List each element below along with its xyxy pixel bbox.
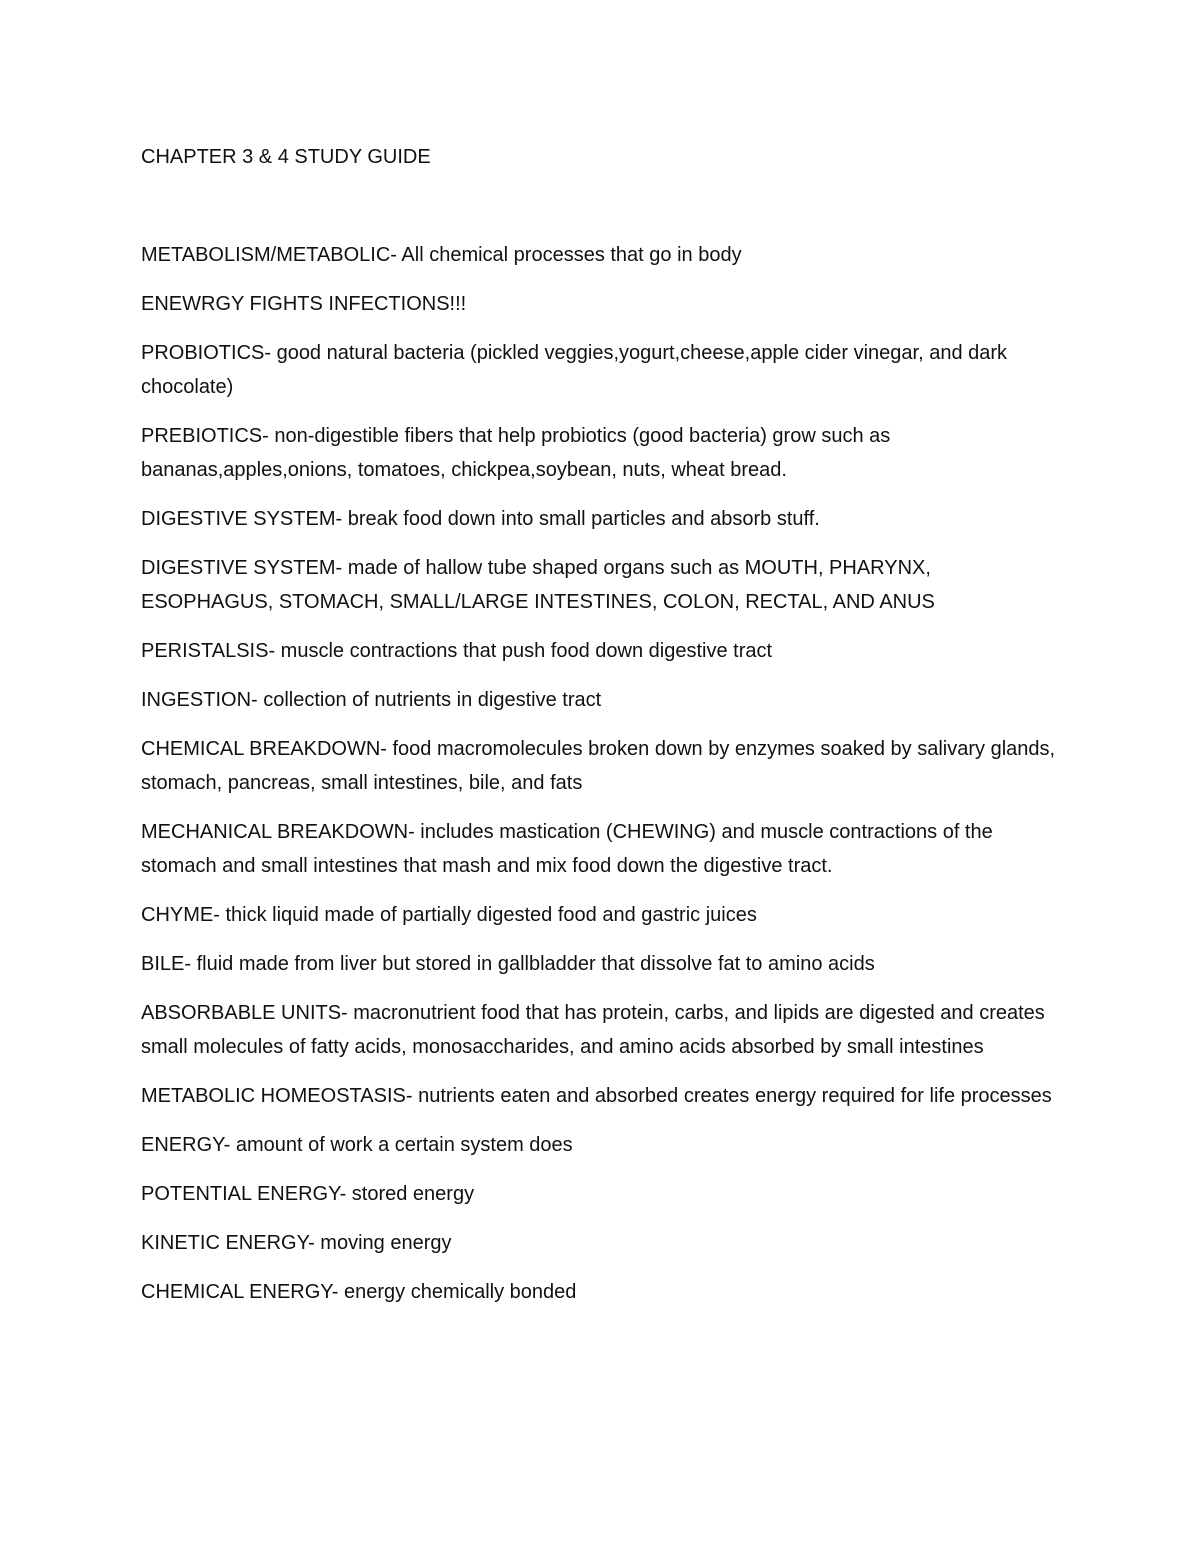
entry-chemical-breakdown: CHEMICAL BREAKDOWN- food macromolecules broken down by enzymes soaked by salivary glands, stomach, pancreas, small intestines, bile, and fats <box>141 738 1056 794</box>
entry-potential-energy: POTENTIAL ENERGY- stored energy <box>141 1183 475 1205</box>
entry-bile: BILE- fluid made from liver but stored in gallbladder that dissolve fat to amino acids <box>141 953 875 975</box>
entry-mechanical-breakdown: MECHANICAL BREAKDOWN- includes mastication (CHEWING) and muscle contractions of the stomach and small intestines that mash and mix food down the digestive tract. <box>141 821 993 877</box>
entry-metabolism: METABOLISM/METABOLIC- All chemical processes that go in body <box>141 244 742 266</box>
entry-peristalsis: PERISTALSIS- muscle contractions that push food down digestive tract <box>141 640 773 662</box>
entry-digestive-system-function: DIGESTIVE SYSTEM- break food down into small particles and absorb stuff. <box>141 508 820 530</box>
page-title: CHAPTER 3 & 4 STUDY GUIDE <box>141 146 431 168</box>
entry-energy-fights-infections: ENEWRGY FIGHTS INFECTIONS!!! <box>141 293 467 315</box>
entry-prebiotics: PREBIOTICS- non-digestible fibers that help probiotics (good bacteria) grow such as bananas,apples,onions, tomatoes, chickpea,soybean, nuts, wheat bread. <box>141 425 891 481</box>
document-content <box>141 140 1061 1324</box>
entry-energy: ENERGY- amount of work a certain system does <box>141 1134 573 1156</box>
entry-chyme: CHYME- thick liquid made of partially digested food and gastric juices <box>141 904 757 926</box>
entry-ingestion: INGESTION- collection of nutrients in digestive tract <box>141 689 602 711</box>
entry-kinetic-energy: KINETIC ENERGY- moving energy <box>141 1232 452 1254</box>
entry-chemical-energy: CHEMICAL ENERGY- energy chemically bonded <box>141 1281 577 1303</box>
entry-digestive-system-organs: DIGESTIVE SYSTEM- made of hallow tube shaped organs such as MOUTH, PHARYNX, ESOPHAGUS, STOMACH, SMALL/LARGE INTESTINES, COLON, RECTAL, AND ANUS <box>141 557 935 613</box>
entry-metabolic-homeostasis: METABOLIC HOMEOSTASIS- nutrients eaten and absorbed creates energy required for life processes <box>141 1085 1052 1107</box>
entry-probiotics: PROBIOTICS- good natural bacteria (pickled veggies,yogurt,cheese,apple cider vinegar, and dark chocolate) <box>141 342 1008 398</box>
entry-absorbable-units: ABSORBABLE UNITS- macronutrient food that has protein, carbs, and lipids are digested and creates small molecules of fatty acids, monosaccharides, and amino acids absorbed by small intestines <box>141 1002 1045 1058</box>
